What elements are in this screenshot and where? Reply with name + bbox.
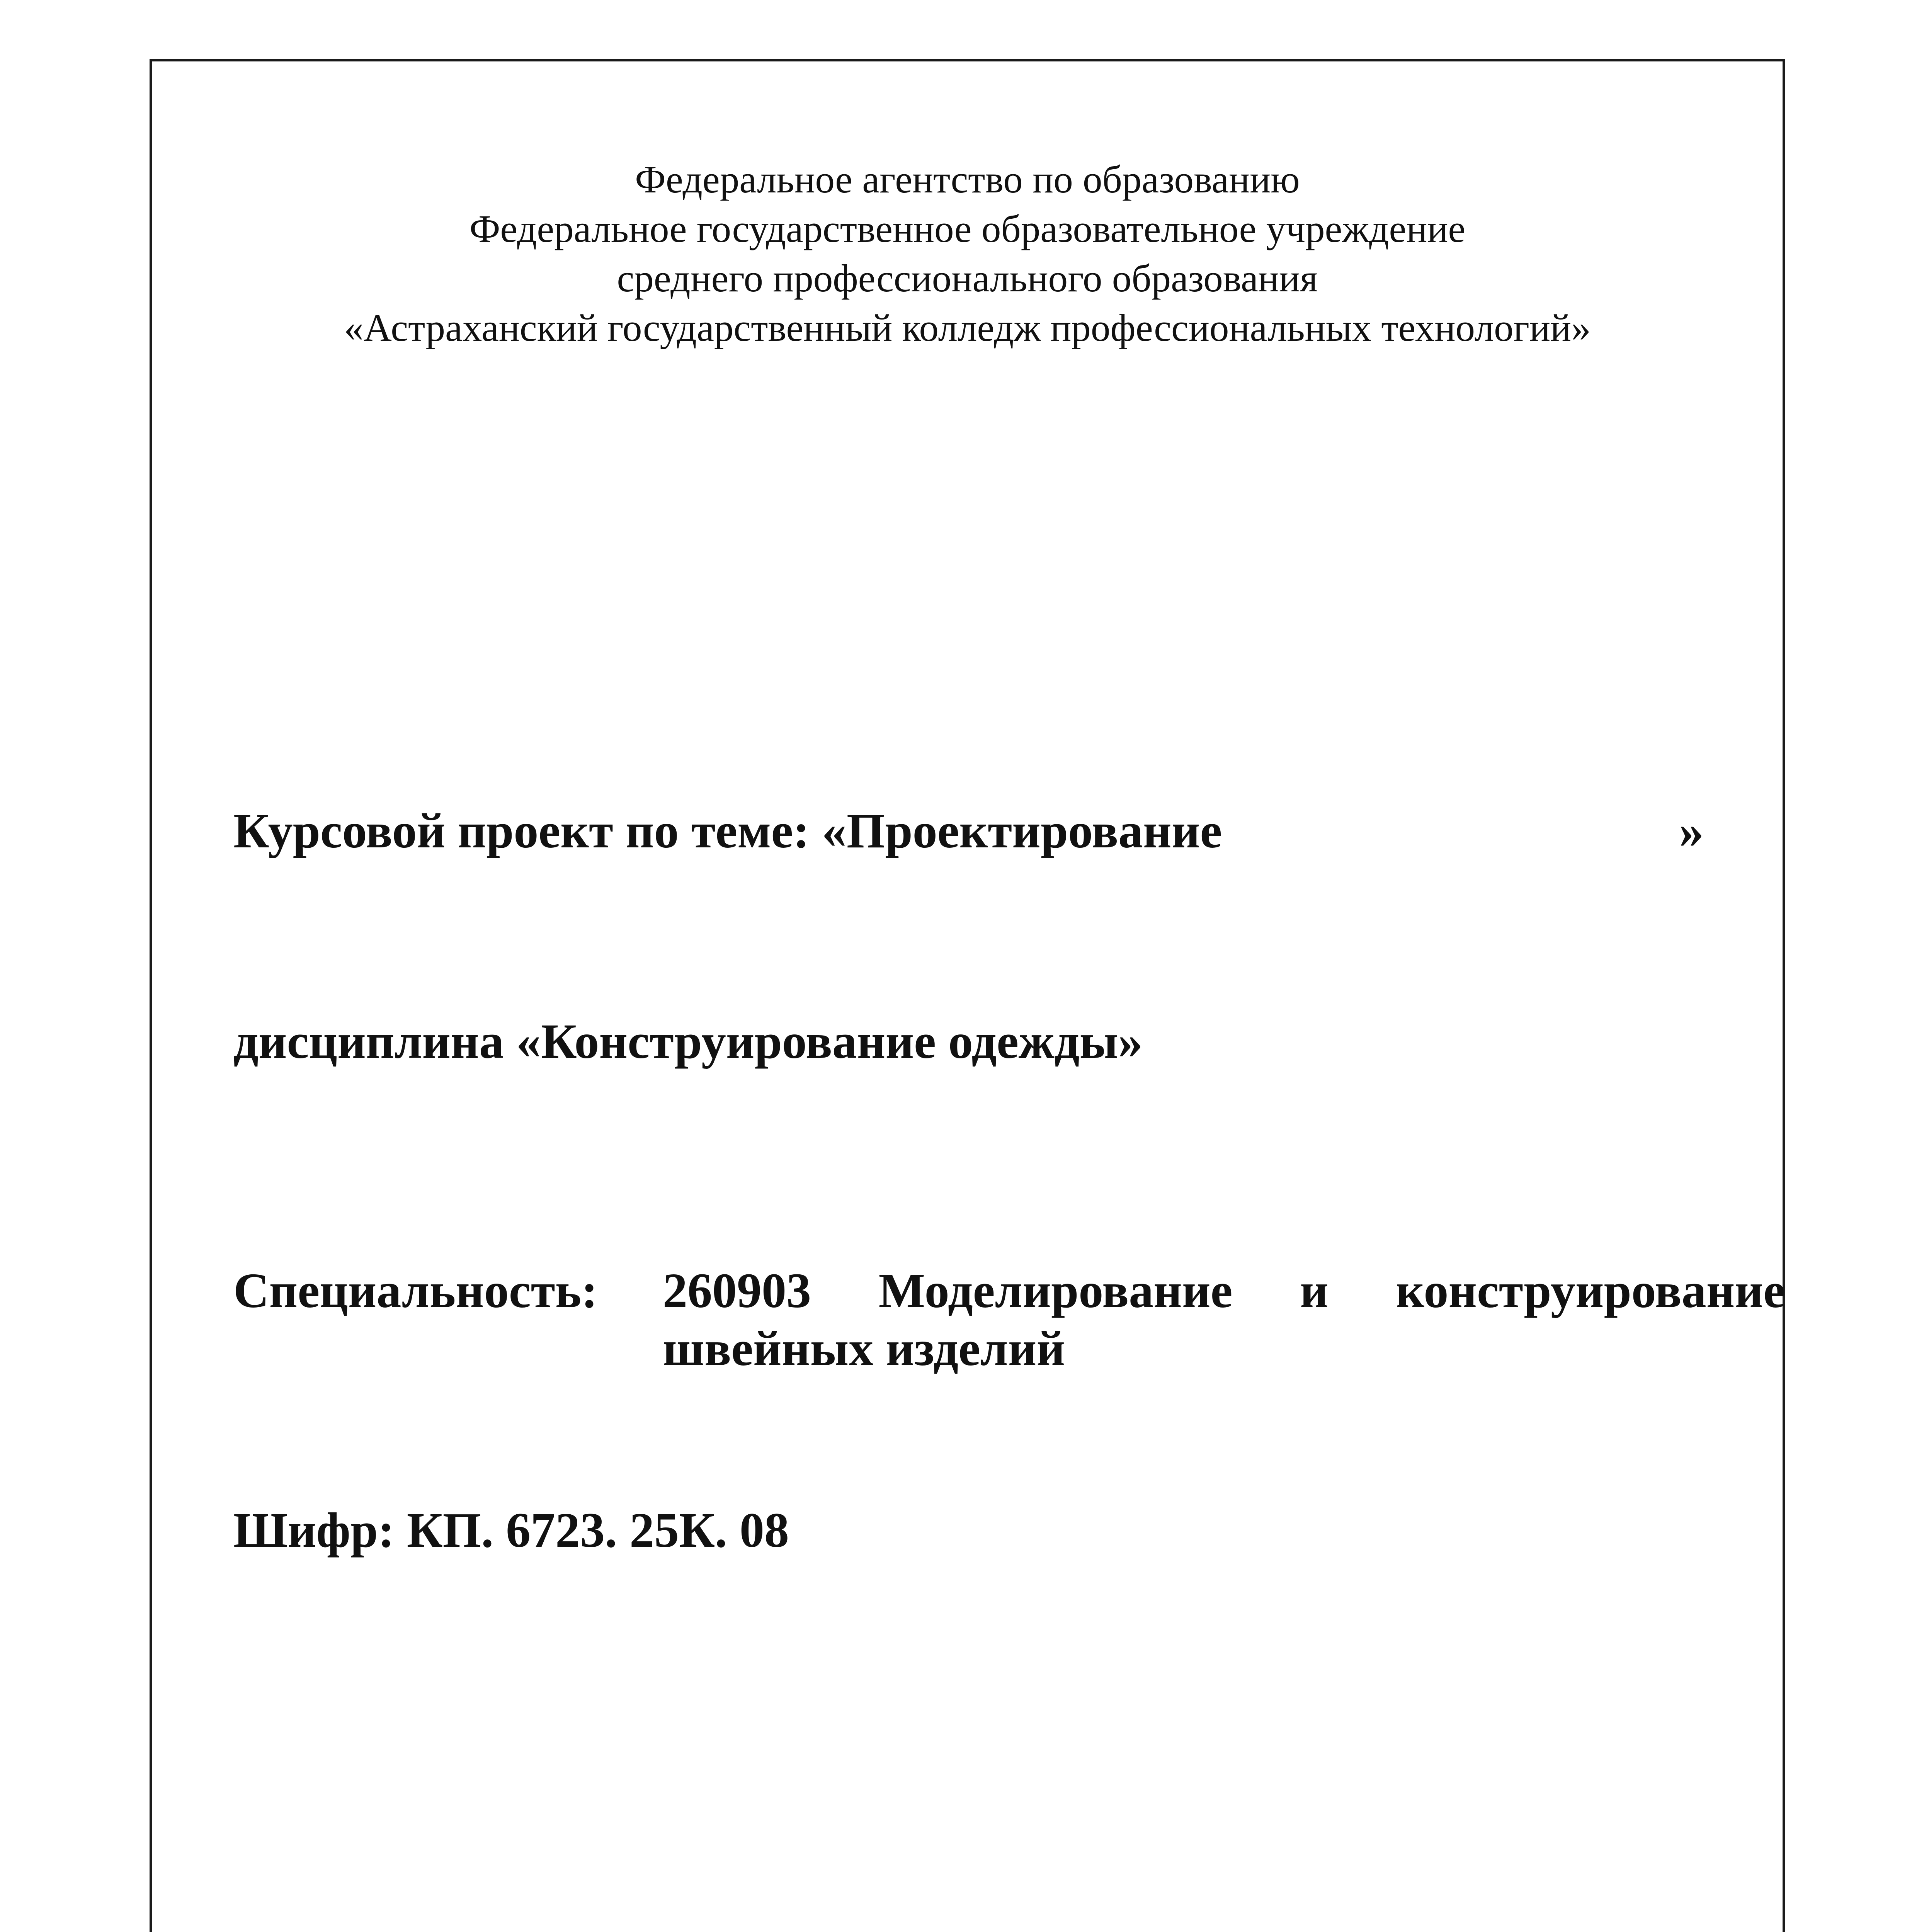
specialty-line-1 <box>663 1262 1785 1320</box>
institution-header <box>150 155 1785 352</box>
specialty-word-2: Моделирование <box>878 1263 1233 1318</box>
project-topic-closing-quote: » <box>1679 803 1704 858</box>
header-line-2: Федеральное государственное образовательное учреждение <box>469 207 1466 250</box>
specialty-value <box>663 1262 1785 1378</box>
header-line-1: Федеральное агентство по образованию <box>635 158 1300 201</box>
specialty-label: Специальность: <box>233 1263 598 1318</box>
specialty-line-2: швейных изделий <box>663 1321 1065 1376</box>
discipline-title: дисциплина «Конструирование одежды» <box>233 1014 1143 1069</box>
specialty-word-4: конструирование <box>1396 1263 1785 1318</box>
header-line-3: среднего профессионального образования <box>617 257 1318 300</box>
project-topic: Курсовой проект по теме: «Проектирование <box>233 803 1222 858</box>
cipher-code: Шифр: КП. 6723. 25К. 08 <box>233 1503 789 1558</box>
specialty-code: 260903 <box>663 1263 811 1318</box>
specialty-word-3: и <box>1300 1263 1329 1318</box>
header-line-4: «Астраханский государственный колледж профессиональных технологий» <box>344 306 1591 349</box>
